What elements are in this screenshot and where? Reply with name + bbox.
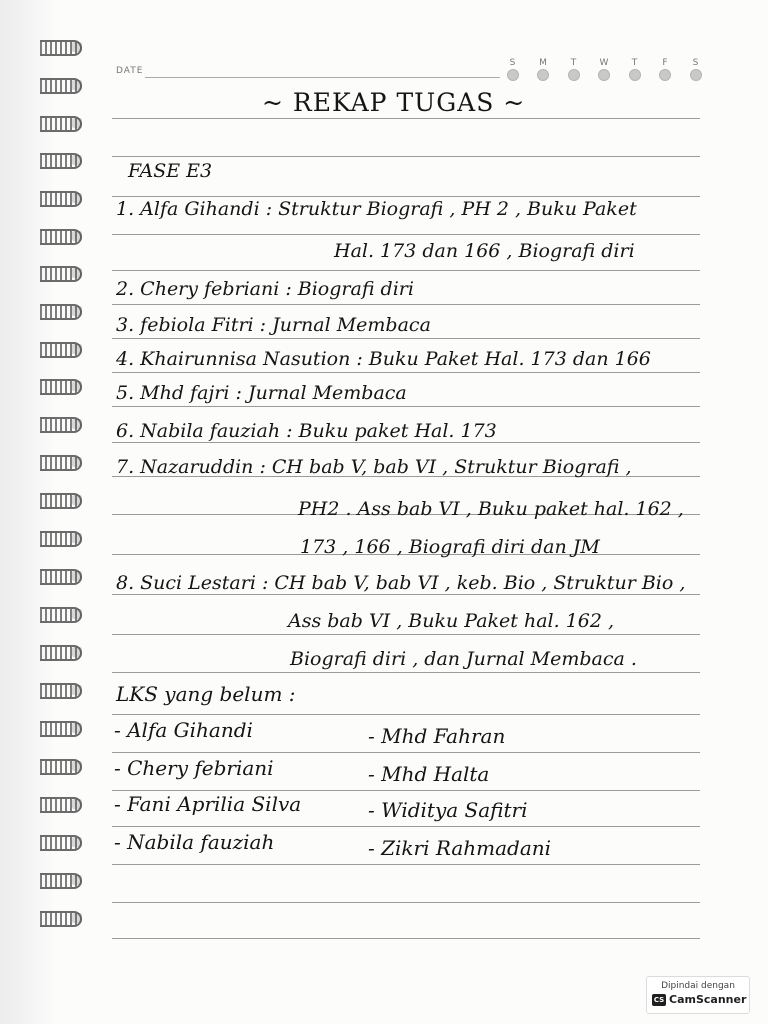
- task-entry-line: PH2 . Ass bab VI , Buku paket hal. 162 ,: [298, 498, 684, 520]
- task-entry-line: 1. Alfa Gihandi : Struktur Biografi , PH 2 , Buku Paket: [116, 198, 637, 220]
- weekday-dot: [629, 69, 641, 81]
- ring-wire: [40, 455, 82, 471]
- weekday-letter: T: [570, 58, 577, 68]
- weekday-item: [688, 58, 703, 81]
- ruled-line: [112, 864, 700, 865]
- lks-student-left: - Nabila fauziah: [114, 830, 275, 854]
- lks-student-right: - Zikri Rahmadani: [368, 836, 552, 860]
- task-entry-line: 7. Nazaruddin : CH bab V, bab VI , Struktur Biografi ,: [116, 456, 632, 478]
- weekday-dot: [537, 69, 549, 81]
- weekday-dot: [659, 69, 671, 81]
- ring-wire: [40, 873, 82, 889]
- ruled-line: [112, 338, 700, 339]
- ruled-line: [112, 442, 700, 443]
- task-entry-line: 4. Khairunnisa Nasution : Buku Paket Hal. 173 dan 166: [116, 348, 651, 370]
- weekday-letter: M: [539, 58, 547, 68]
- phase-label: FASE E3: [128, 160, 213, 182]
- ruled-line: [112, 790, 700, 791]
- ruled-line: [112, 270, 700, 271]
- weekday-letter: S: [692, 58, 699, 68]
- weekday-item: [566, 58, 581, 81]
- spiral-ring: [40, 531, 88, 545]
- ruled-line: [112, 672, 700, 673]
- task-entry-line: 8. Suci Lestari : CH bab V, bab VI , keb. Bio , Struktur Bio ,: [116, 572, 686, 594]
- ruled-line: [112, 938, 700, 939]
- ruled-line: [112, 826, 700, 827]
- weekday-letter: F: [662, 58, 668, 68]
- weekday-item: [627, 58, 642, 81]
- ruled-line: [112, 634, 700, 635]
- weekday-item: [536, 58, 551, 81]
- task-entry-line: Biografi diri , dan Jurnal Membaca .: [290, 648, 637, 670]
- spiral-ring: [40, 116, 88, 130]
- ring-wire: [40, 379, 82, 395]
- spiral-ring: [40, 645, 88, 659]
- date-line: [145, 77, 500, 78]
- weekday-dot: [568, 69, 580, 81]
- ring-wire: [40, 607, 82, 623]
- spiral-ring: [40, 229, 88, 243]
- ring-wire: [40, 417, 82, 433]
- spiral-ring: [40, 607, 88, 621]
- task-entry-line: 173 , 166 , Biografi diri dan JM: [300, 536, 600, 558]
- ruled-line: [112, 234, 700, 235]
- ring-wire: [40, 531, 82, 547]
- task-entry-line: 5. Mhd fajri : Jurnal Membaca: [116, 382, 407, 404]
- scanner-brand: CamScanner: [669, 993, 747, 1006]
- spiral-ring: [40, 455, 88, 469]
- ruled-line: [112, 406, 700, 407]
- ring-wire: [40, 116, 82, 132]
- date-label: DATE: [116, 66, 144, 76]
- spiral-ring: [40, 40, 88, 54]
- ring-wire: [40, 683, 82, 699]
- page-title: ~ REKAP TUGAS ~: [262, 88, 526, 117]
- lks-student-right: - Mhd Fahran: [368, 724, 506, 748]
- task-entry-line: 2. Chery febriani : Biografi diri: [116, 278, 414, 300]
- ruled-line: [112, 902, 700, 903]
- ruled-line: [112, 118, 700, 119]
- ring-wire: [40, 493, 82, 509]
- ring-wire: [40, 191, 82, 207]
- ruled-line: [112, 372, 700, 373]
- lks-student-left: - Fani Aprilia Silva: [114, 792, 302, 816]
- spiral-ring: [40, 835, 88, 849]
- spiral-ring: [40, 379, 88, 393]
- ruled-line: [112, 304, 700, 305]
- task-entry-line: 3. febiola Fitri : Jurnal Membaca: [116, 314, 431, 336]
- ring-wire: [40, 153, 82, 169]
- ring-wire: [40, 911, 82, 927]
- ruled-line: [112, 196, 700, 197]
- weekday-item: [597, 58, 612, 81]
- ruled-line: [112, 594, 700, 595]
- spiral-ring: [40, 266, 88, 280]
- spiral-ring: [40, 493, 88, 507]
- ruled-line: [112, 714, 700, 715]
- weekday-item: [505, 58, 520, 81]
- ring-wire: [40, 645, 82, 661]
- lks-header: LKS yang belum :: [116, 682, 296, 706]
- spiral-ring: [40, 759, 88, 773]
- ring-wire: [40, 342, 82, 358]
- task-entry-line: Ass bab VI , Buku Paket hal. 162 ,: [288, 610, 615, 632]
- ruled-line: [112, 156, 700, 157]
- spiral-ring: [40, 191, 88, 205]
- ring-wire: [40, 797, 82, 813]
- ring-wire: [40, 78, 82, 94]
- spiral-ring: [40, 153, 88, 167]
- ring-wire: [40, 569, 82, 585]
- spiral-ring: [40, 721, 88, 735]
- spiral-ring: [40, 797, 88, 811]
- spiral-ring: [40, 569, 88, 583]
- ring-wire: [40, 835, 82, 851]
- ring-wire: [40, 304, 82, 320]
- weekday-dot: [690, 69, 702, 81]
- weekday-letter: S: [509, 58, 516, 68]
- camscanner-logo-icon: CS: [653, 996, 665, 1004]
- lks-student-right: - Widitya Safitri: [368, 798, 528, 822]
- scanner-caption: Dipindai dengan: [661, 981, 735, 991]
- ring-wire: [40, 40, 82, 56]
- weekday-dot: [598, 69, 610, 81]
- ruled-line: [112, 752, 700, 753]
- weekday-letter: W: [599, 58, 609, 68]
- lks-student-left: - Chery febriani: [114, 756, 274, 780]
- ring-wire: [40, 229, 82, 245]
- spiral-ring: [40, 873, 88, 887]
- task-entry-line: Hal. 173 dan 166 , Biografi diri: [334, 240, 635, 262]
- camscanner-badge: [646, 976, 750, 1014]
- weekday-dot: [507, 69, 519, 81]
- spiral-ring: [40, 683, 88, 697]
- ring-wire: [40, 721, 82, 737]
- lks-student-right: - Mhd Halta: [368, 762, 490, 786]
- weekday-selector: [505, 58, 703, 81]
- weekday-item: [658, 58, 673, 81]
- weekday-letter: T: [631, 58, 638, 68]
- lks-student-left: - Alfa Gihandi: [114, 718, 253, 742]
- ring-wire: [40, 266, 82, 282]
- spiral-ring: [40, 911, 88, 925]
- spiral-ring: [40, 304, 88, 318]
- spiral-ring: [40, 78, 88, 92]
- task-entry-line: 6. Nabila fauziah : Buku paket Hal. 173: [116, 420, 497, 442]
- spiral-ring: [40, 417, 88, 431]
- ring-wire: [40, 759, 82, 775]
- spiral-ring: [40, 342, 88, 356]
